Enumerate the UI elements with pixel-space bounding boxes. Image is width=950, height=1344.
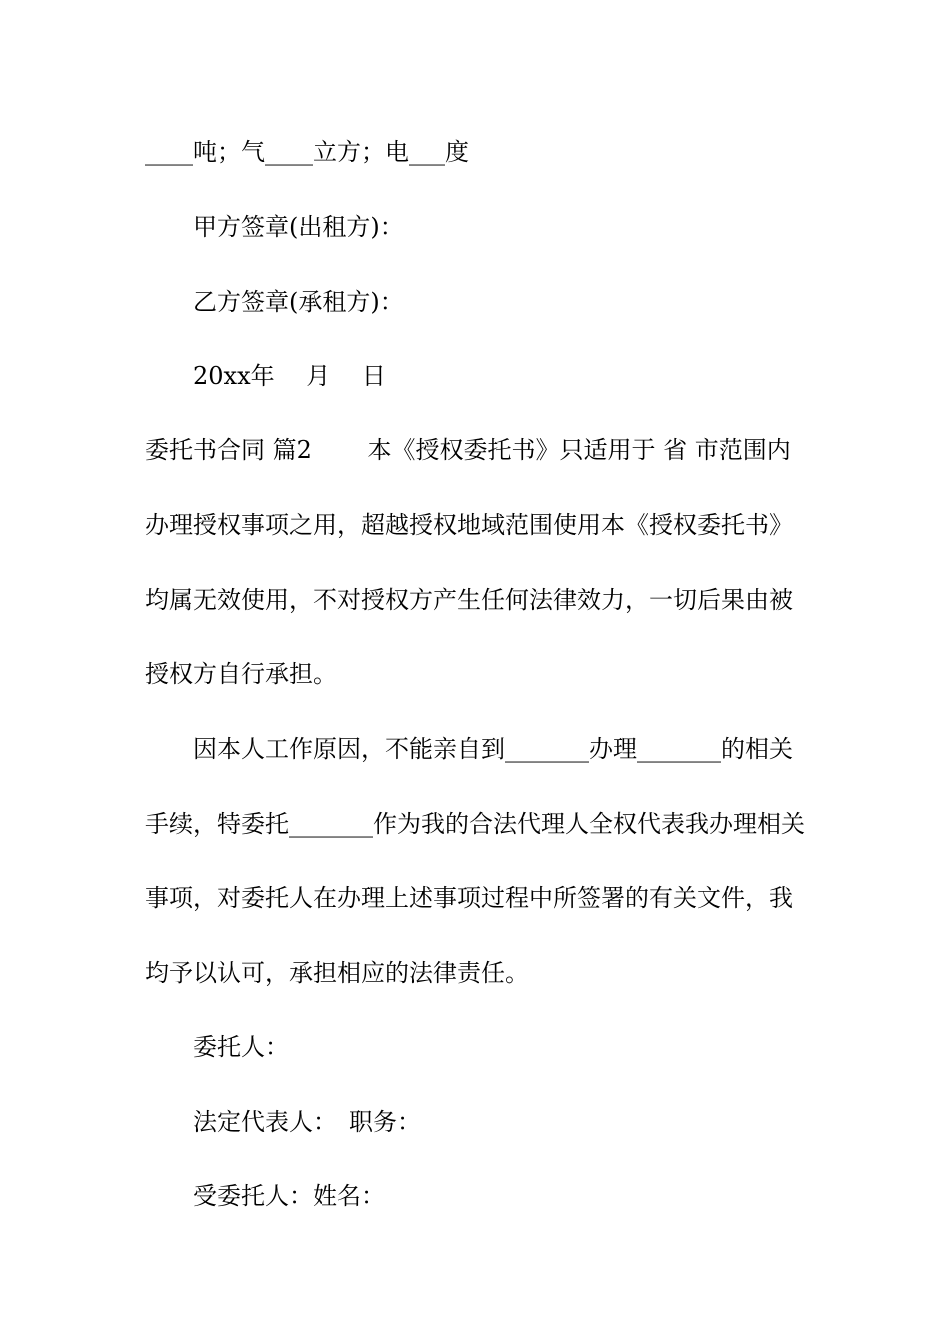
paragraph-line: 因本人工作原因，不能亲自到_______办理_______的相关 <box>193 735 793 763</box>
paragraph-line: 授权方自行承担。 <box>145 660 337 688</box>
paragraph-line: 事项，对委托人在办理上述事项过程中所签署的有关文件，我 <box>145 884 793 912</box>
paragraph-line: 办理授权事项之用，超越授权地域范围使用本《授权委托书》 <box>145 511 793 539</box>
utility-fill-line: ____吨；气____立方；电___度 <box>145 138 469 166</box>
principal-label: 委托人： <box>193 1033 289 1061</box>
agent-label: 受委托人：姓名： <box>193 1182 385 1210</box>
paragraph-line: 均属无效使用，不对授权方产生任何法律效力，一切后果由被 <box>145 586 793 614</box>
paragraph-line: 手续，特委托_______作为我的合法代理人全权代表我办理相关 <box>145 810 805 838</box>
party-a-signature: 甲方签章(出租方)： <box>193 213 404 241</box>
date-line: 20xx年 月 日 <box>193 362 386 390</box>
legal-representative-label: 法定代表人： 职务： <box>193 1108 421 1136</box>
paragraph-line: 均予以认可，承担相应的法律责任。 <box>145 959 529 987</box>
party-b-signature: 乙方签章(承租方)： <box>193 288 404 316</box>
section-heading-line: 委托书合同 篇2 本《授权委托书》只适用于 省 市范围内 <box>145 436 791 464</box>
